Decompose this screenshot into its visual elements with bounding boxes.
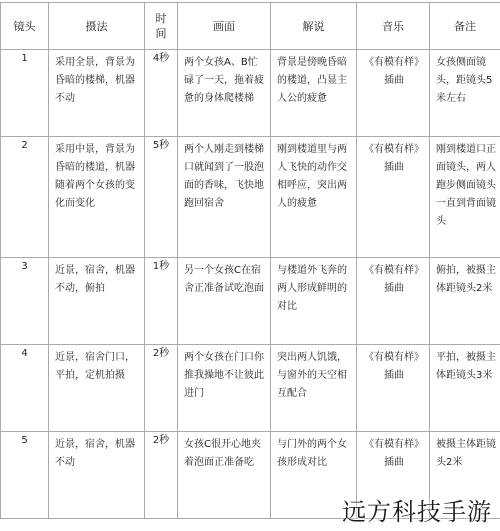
table-row xyxy=(1,258,500,345)
picture-text: 两个人刚走到楼梯口就闻到了一股泡面的香味，飞快地跑回宿舍 xyxy=(184,144,264,209)
time-cell: 2秒 xyxy=(145,432,178,519)
music-cell xyxy=(357,258,430,345)
technique-text: 近景，宿舍，机器不动 xyxy=(55,439,135,468)
remarks-cell xyxy=(430,50,500,137)
time-cell: 4秒 xyxy=(145,50,178,137)
picture-cell xyxy=(178,258,271,345)
picture-cell xyxy=(178,345,271,432)
storyboard-table xyxy=(0,2,500,519)
picture-cell xyxy=(178,137,271,258)
header-time xyxy=(145,3,178,50)
remarks-text: 刚到楼道口正面镜头，两人跑步侧面镜头一直到背面镜头 xyxy=(436,144,496,227)
music-cell xyxy=(357,137,430,258)
time-cell: 2秒 xyxy=(145,345,178,432)
time-cell: 5秒 xyxy=(145,137,178,258)
narration-cell xyxy=(271,137,357,258)
shot-number: 2 xyxy=(1,137,49,258)
technique-text: 近景，宿舍门口，平拍，定机拍摄 xyxy=(55,352,135,381)
remarks-text: 被摄主体距镜头2米 xyxy=(436,439,496,468)
technique-text: 近景，宿舍，机器不动，俯拍 xyxy=(55,265,135,294)
technique-text: 采用全景，背景为昏暗的楼梯，机器不动 xyxy=(55,57,135,104)
header-shot: 镜头 xyxy=(1,3,49,50)
narration-text: 突出两人饥饿，与窗外的天空相互配合 xyxy=(277,352,347,399)
picture-text: 两个女孩A、B忙碌了一天，拖着疲惫的身体爬楼梯 xyxy=(184,57,264,104)
header-remarks: 备注 xyxy=(430,3,500,50)
picture-text: 女孩C很开心地夹着泡面正准备吃 xyxy=(184,439,261,468)
picture-cell xyxy=(178,50,271,137)
technique-cell xyxy=(49,345,145,432)
technique-cell xyxy=(49,432,145,519)
picture-text: 另一个女孩C在宿舍正准备试吃泡面 xyxy=(184,265,264,294)
header-row xyxy=(1,3,500,50)
narration-text: 刚到楼道里与两人飞快的动作交相呼应，突出两人的疲惫 xyxy=(277,144,347,209)
table-row xyxy=(1,137,500,258)
music-cell xyxy=(357,50,430,137)
remarks-cell xyxy=(430,137,500,258)
narration-cell xyxy=(271,258,357,345)
picture-text: 两个女孩在门口你推我操地不让彼此进门 xyxy=(184,352,264,399)
narration-text: 与楼道外飞奔的两人形成鲜明的对比 xyxy=(277,265,347,312)
shot-number: 3 xyxy=(1,258,49,345)
narration-cell xyxy=(271,345,357,432)
remarks-cell xyxy=(430,258,500,345)
technique-cell xyxy=(49,50,145,137)
header-narration: 解说 xyxy=(271,3,357,50)
narration-text: 背景是傍晚昏暗的楼道，凸显主人公的疲惫 xyxy=(277,57,347,104)
picture-cell xyxy=(178,432,271,519)
table-row xyxy=(1,50,500,137)
technique-cell xyxy=(49,258,145,345)
music-text: 《有模有样》插曲 xyxy=(364,439,424,468)
music-text: 《有模有样》插曲 xyxy=(364,265,424,294)
header-technique: 摄法 xyxy=(49,3,145,50)
time-cell: 1秒 xyxy=(145,258,178,345)
narration-text: 与门外的两个女孩形成对比 xyxy=(277,439,347,468)
music-cell xyxy=(357,345,430,432)
site-watermark: 远方科技手游 xyxy=(342,498,492,526)
music-text: 《有模有样》插曲 xyxy=(364,352,424,381)
music-text: 《有模有样》插曲 xyxy=(364,57,424,86)
technique-cell xyxy=(49,137,145,258)
header-picture: 画面 xyxy=(178,3,271,50)
music-text: 《有模有样》插曲 xyxy=(364,144,424,173)
header-time-label: 时间 xyxy=(155,12,167,40)
remarks-text: 俯拍，被摄主体距镜头2米 xyxy=(436,265,496,294)
narration-cell xyxy=(271,50,357,137)
remarks-cell xyxy=(430,345,500,432)
remarks-text: 平拍，被摄主体距镜头3米 xyxy=(436,352,496,381)
table-row xyxy=(1,345,500,432)
header-music: 音乐 xyxy=(357,3,430,50)
technique-text: 采用中景，背景为昏暗的楼道，机器随着两个女孩的变化而变化 xyxy=(55,144,135,209)
remarks-text: 女孩侧面镜头，距镜头5米左右 xyxy=(436,57,493,104)
shot-number: 1 xyxy=(1,50,49,137)
shot-number: 5 xyxy=(1,432,49,519)
shot-number: 4 xyxy=(1,345,49,432)
